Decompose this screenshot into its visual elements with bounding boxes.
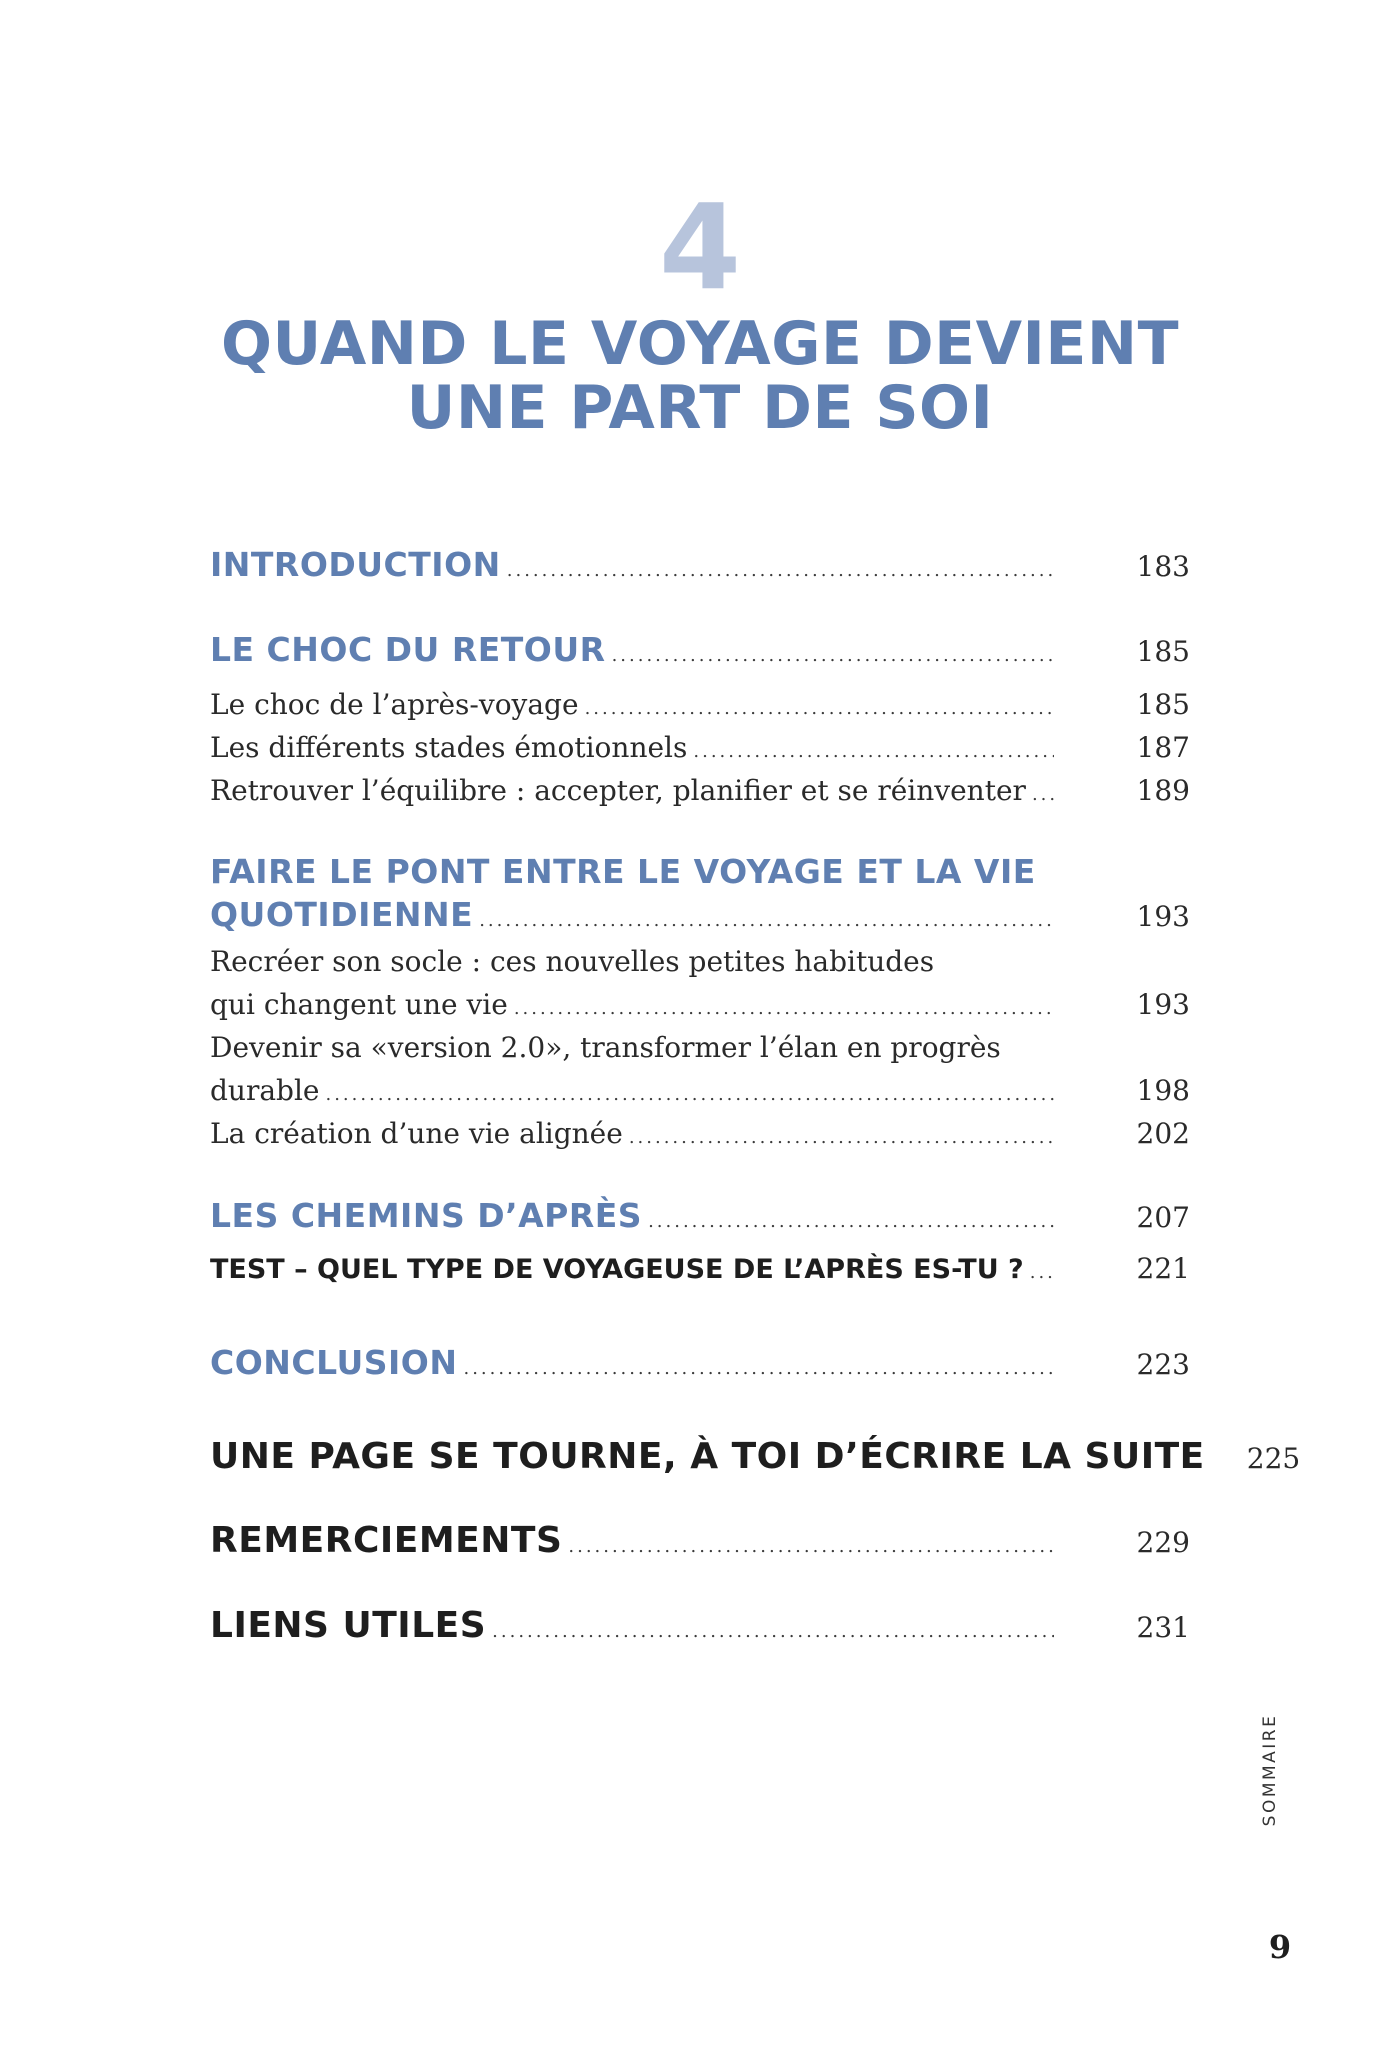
toc-subentry[interactable] xyxy=(210,1074,1190,1107)
toc-subentry[interactable] xyxy=(210,731,1190,764)
leader-dots xyxy=(514,998,1054,1019)
toc-entry-choc-retour[interactable] xyxy=(210,630,1190,669)
toc-entry-label: CONCLUSION xyxy=(210,1343,458,1382)
toc-entry-conclusion[interactable] xyxy=(210,1343,1190,1382)
toc-subentry-page: 185 xyxy=(1136,688,1190,721)
toc-entry-label: TEST – QUEL TYPE DE VOYAGEUSE DE L’APRÈS ES-TU ? xyxy=(210,1254,1024,1285)
running-section-label-text: SOMMAIRE xyxy=(1260,1713,1280,1827)
toc-entry-faire-pont[interactable] xyxy=(210,895,1190,934)
toc-subentry[interactable] xyxy=(210,688,1190,721)
toc-subentry-label: Le choc de l’après-voyage xyxy=(210,688,579,721)
toc-entry-label: LE CHOC DU RETOUR xyxy=(210,630,606,669)
leader-dots xyxy=(479,910,1054,931)
toc-subentry[interactable] xyxy=(210,988,1190,1021)
leader-dots xyxy=(585,698,1054,719)
toc-entry-label: LIENS UTILES xyxy=(210,1605,487,1646)
toc-entry-label: UNE PAGE SE TOURNE, À TOI D’ÉCRIRE LA SUITE xyxy=(210,1436,1205,1477)
toc-entry-page: 223 xyxy=(1136,1348,1190,1381)
toc-subentry[interactable] xyxy=(210,1117,1190,1150)
toc-subentry-label: Les différents stades émotionnels xyxy=(210,731,688,764)
toc-entry-test[interactable] xyxy=(210,1252,1190,1285)
leader-dots xyxy=(463,1358,1054,1379)
toc-entry-remerciements[interactable] xyxy=(210,1520,1190,1561)
toc-subentry-page: 202 xyxy=(1136,1117,1190,1150)
toc-subentry-label: qui changent une vie xyxy=(210,988,508,1021)
toc-entry-page: 185 xyxy=(1136,635,1190,668)
toc-entry-label: REMERCIEMENTS xyxy=(210,1520,563,1561)
leader-dots xyxy=(612,645,1054,666)
toc-entry-label: LES CHEMINS D’APRÈS xyxy=(210,1196,643,1235)
toc-entry-liens[interactable] xyxy=(210,1605,1190,1646)
toc-entry-page: 221 xyxy=(1136,1252,1190,1285)
toc-entry-chemins[interactable] xyxy=(210,1196,1190,1235)
leader-dots xyxy=(325,1084,1054,1105)
running-section-label xyxy=(1260,1700,1280,1840)
part-number: 4 xyxy=(658,178,742,316)
toc-subentry-label: La création d’une vie alignée xyxy=(210,1117,623,1150)
toc-subentry-page: 189 xyxy=(1136,774,1190,807)
toc-subentry-page: 187 xyxy=(1136,731,1190,764)
leader-dots xyxy=(507,560,1054,581)
leader-dots xyxy=(492,1621,1054,1642)
toc-entry-label: INTRODUCTION xyxy=(210,545,501,584)
leader-dots xyxy=(648,1211,1054,1232)
toc-entry-page: 193 xyxy=(1136,900,1190,933)
leader-dots xyxy=(1032,784,1054,805)
toc-subentry-line1[interactable]: Devenir sa «version 2.0», transformer l’élan en progrès xyxy=(210,1031,1001,1064)
toc-entry-page-tourne[interactable] xyxy=(210,1436,1301,1477)
part-title xyxy=(200,309,1200,443)
toc-entry-page: 229 xyxy=(1136,1526,1190,1559)
toc-subentry-label: durable xyxy=(210,1074,320,1107)
toc-subentry-page: 198 xyxy=(1136,1074,1190,1107)
leader-dots xyxy=(693,741,1054,762)
toc-entry-page: 207 xyxy=(1136,1201,1190,1234)
toc-subentry-label: Retrouver l’équilibre : accepter, planifier et se réinventer xyxy=(210,774,1026,807)
leader-dots xyxy=(629,1127,1054,1148)
toc-entry-page: 183 xyxy=(1136,550,1190,583)
toc-subentry[interactable] xyxy=(210,774,1190,807)
toc-entry-page: 225 xyxy=(1246,1442,1301,1475)
toc-subentry-page: 193 xyxy=(1136,988,1190,1021)
leader-dots xyxy=(568,1536,1054,1557)
toc-entry-page: 231 xyxy=(1136,1611,1190,1644)
page-number: 9 xyxy=(1268,1928,1292,1966)
toc-entry-introduction[interactable] xyxy=(210,545,1190,584)
toc-entry-label: QUOTIDIENNE xyxy=(210,895,474,934)
part-title-line1: QUAND LE VOYAGE DEVIENT xyxy=(220,309,1180,379)
part-title-line2: UNE PART DE SOI xyxy=(406,373,994,443)
toc-subentry-line1[interactable]: Recréer son socle : ces nouvelles petites habitudes xyxy=(210,945,935,978)
toc-entry-faire-pont-line1[interactable]: FAIRE LE PONT ENTRE LE VOYAGE ET LA VIE xyxy=(210,852,1036,891)
leader-dots xyxy=(1030,1262,1054,1283)
